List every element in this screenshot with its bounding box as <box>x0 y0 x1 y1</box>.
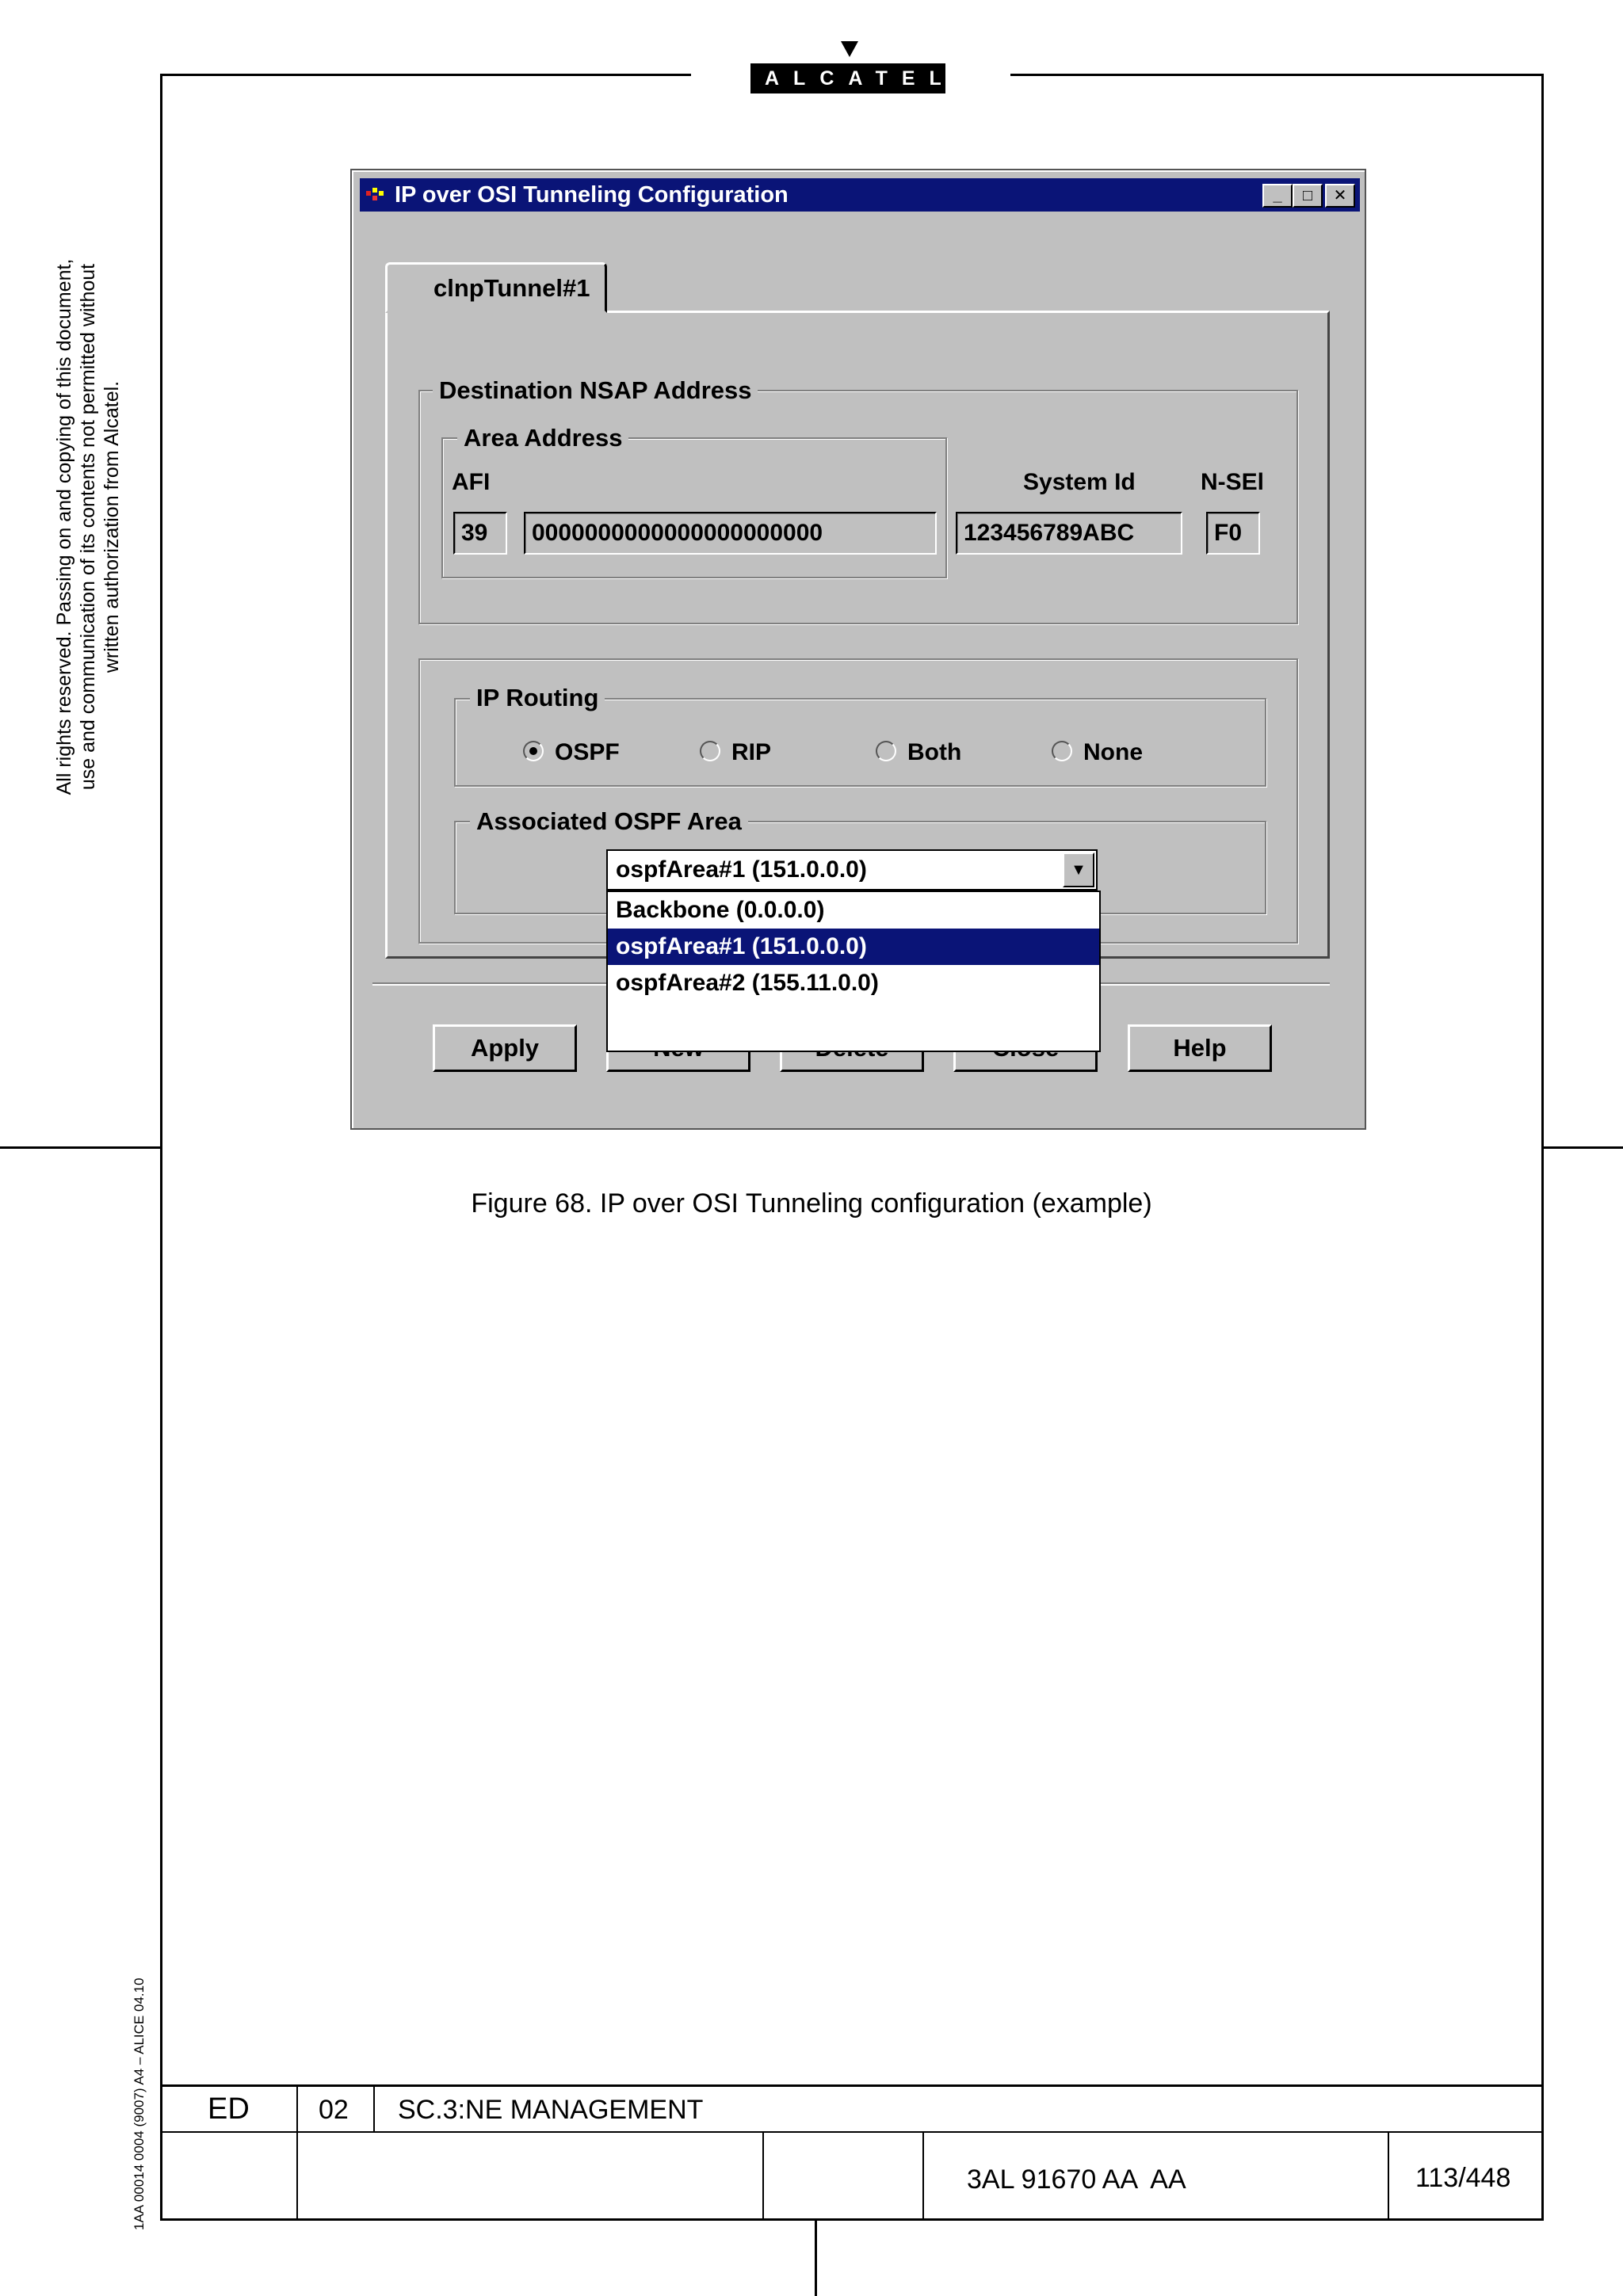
copyright-notice: All rights reserved. Passing on and copying of this document, use and communication of its contents not permitted without written authorization from Alcatel. <box>53 258 123 795</box>
frame-top-right <box>1010 74 1544 76</box>
app-icon <box>366 188 387 202</box>
form-code: 1AA 00014 0004 (9007) A4 – ALICE 04.10 <box>132 1978 147 2230</box>
close-window-button[interactable] <box>1325 184 1355 208</box>
apply-button[interactable]: Apply <box>433 1024 577 1072</box>
area-address-legend: Area Address <box>457 425 628 452</box>
radio-dot-icon <box>700 741 720 761</box>
title-bar[interactable] <box>360 178 1360 212</box>
radio-rip-label: RIP <box>731 739 772 765</box>
footer-doc-number: 3AL 91670 AA AA <box>967 2164 1186 2195</box>
radio-rip[interactable] <box>700 737 771 769</box>
ospf-area-legend: Associated OSPF Area <box>470 808 748 835</box>
close-icon: ✕ <box>1333 187 1347 204</box>
margin-mark-right <box>1541 1146 1623 1149</box>
radio-none[interactable] <box>1052 737 1143 769</box>
window-title: IP over OSI Tunneling Configuration <box>395 182 789 208</box>
footer-div-3 <box>762 2131 764 2219</box>
dropdown-option-ospfarea2[interactable]: ospfArea#2 (155.11.0.0) <box>616 970 879 996</box>
system-id-label: System Id <box>1023 469 1136 495</box>
maximize-button[interactable] <box>1293 184 1323 208</box>
radio-both-label: Both <box>907 739 962 765</box>
nsap-legend: Destination NSAP Address <box>433 377 758 404</box>
bottom-mark <box>815 2220 817 2296</box>
alcatel-logo: ALCATEL <box>750 63 945 93</box>
radio-both[interactable] <box>876 737 961 769</box>
radio-dot-icon <box>876 741 896 761</box>
dropdown-arrow-icon[interactable]: ▼ <box>1063 852 1094 887</box>
help-button[interactable]: Help <box>1128 1024 1272 1072</box>
tab-clnptunnel[interactable]: clnpTunnel#1 <box>385 262 607 313</box>
ip-routing-legend: IP Routing <box>470 685 605 711</box>
footer-div-4 <box>922 2131 924 2219</box>
afi-field[interactable]: 39 <box>453 512 507 555</box>
footer-page-number: 113/448 <box>1415 2163 1511 2193</box>
ospf-area-selected-value: ospfArea#1 (151.0.0.0) <box>616 856 867 883</box>
minimize-button[interactable] <box>1262 184 1293 208</box>
system-id-field[interactable]: 123456789ABC <box>956 512 1182 555</box>
dropdown-option-backbone[interactable]: Backbone (0.0.0.0) <box>616 897 825 923</box>
footer-section: SC.3:NE MANAGEMENT <box>398 2095 704 2125</box>
footer-bottom-line <box>160 2218 1544 2221</box>
footer-div-5 <box>1388 2131 1389 2219</box>
footer-mid-line <box>160 2131 1544 2133</box>
area-address-field[interactable]: 0000000000000000000000 <box>524 512 937 555</box>
footer-ed-value: 02 <box>319 2095 349 2125</box>
footer-div-2 <box>373 2084 375 2132</box>
radio-ospf-label: OSPF <box>555 739 620 765</box>
logo-triangle-icon <box>841 41 858 57</box>
nsel-field[interactable]: F0 <box>1206 512 1260 555</box>
radio-ospf[interactable] <box>523 737 620 769</box>
footer-ed-label: ED <box>208 2092 250 2126</box>
radio-dot-checked-icon <box>523 741 544 761</box>
frame-top-left <box>160 74 691 76</box>
ospf-area-select[interactable] <box>606 849 1098 891</box>
footer-top-line <box>160 2084 1544 2087</box>
ospf-area-dropdown-list <box>606 891 1101 1052</box>
radio-dot-icon <box>1052 741 1072 761</box>
maximize-icon: □ <box>1302 187 1313 204</box>
radio-none-label: None <box>1083 739 1143 765</box>
margin-mark-left <box>0 1146 160 1149</box>
footer-div-1 <box>296 2084 298 2219</box>
minimize-icon: _ <box>1273 187 1282 204</box>
frame-left <box>160 74 162 2221</box>
nsel-label: N-SEl <box>1201 469 1265 495</box>
figure-caption: Figure 68. IP over OSI Tunneling configuration (example) <box>471 1188 1152 1219</box>
area-address-group <box>441 437 947 578</box>
afi-label: AFI <box>452 469 491 495</box>
dropdown-option-ospfarea1[interactable]: ospfArea#1 (151.0.0.0) <box>608 929 1099 965</box>
